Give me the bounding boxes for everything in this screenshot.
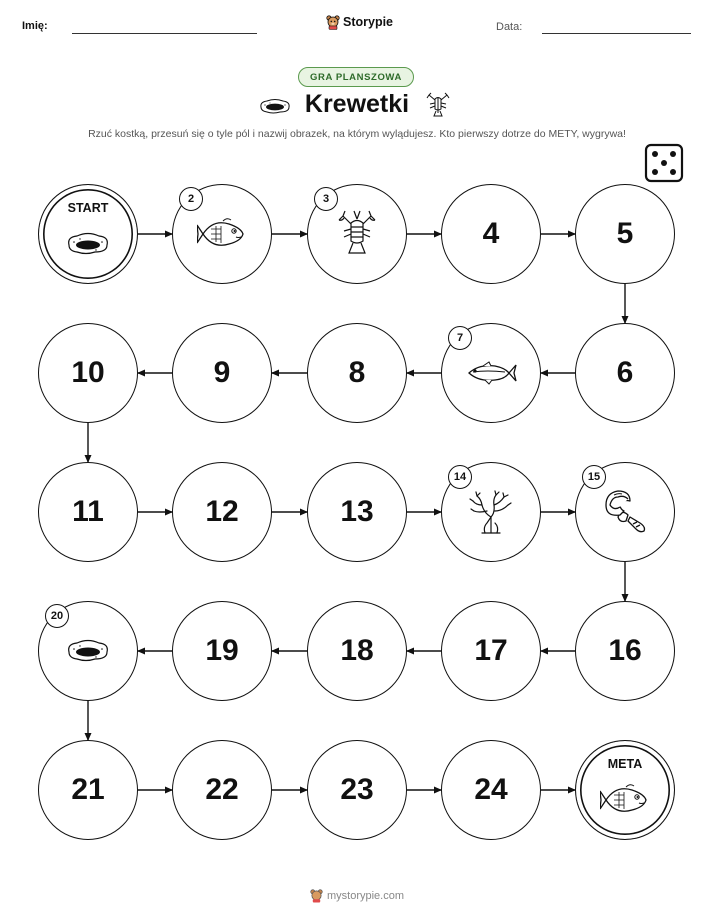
start-space[interactable] [38, 184, 138, 284]
space-number: 12 [205, 495, 239, 528]
brand-name: Storypie [343, 15, 394, 29]
board-space-18[interactable] [307, 601, 407, 701]
board-space-12[interactable] [172, 462, 272, 562]
finish-space[interactable] [575, 740, 675, 840]
board-space-10[interactable] [38, 323, 138, 423]
space-number: 10 [71, 356, 105, 389]
coral-icon [468, 487, 514, 537]
board-space-13[interactable] [307, 462, 407, 562]
board-space-19[interactable] [172, 601, 272, 701]
board-space-4[interactable] [441, 184, 541, 284]
board-space-17[interactable] [441, 601, 541, 701]
finish-label: META [607, 757, 643, 771]
title-text: Krewetki [304, 90, 410, 118]
board-space-5[interactable] [575, 184, 675, 284]
space-number-badge: 3 [314, 187, 338, 211]
game-type-badge: GRA PLANSZOWA [298, 67, 414, 87]
sand-hole-icon [65, 231, 111, 262]
space-number: 13 [340, 495, 374, 528]
board-space-14[interactable] [441, 462, 541, 562]
space-number: 4 [482, 217, 500, 250]
space-number: 24 [474, 773, 508, 806]
board-space-7[interactable] [441, 323, 541, 423]
space-number-badge: 7 [448, 326, 472, 350]
space-number: 19 [205, 634, 239, 667]
space-number: 23 [340, 773, 374, 806]
date-label: Data: [496, 21, 523, 33]
board-space-21[interactable] [38, 740, 138, 840]
board-space-6[interactable] [575, 323, 675, 423]
board-space-23[interactable] [307, 740, 407, 840]
fish-icon [197, 216, 247, 252]
space-number: 22 [205, 773, 239, 806]
tuna-icon [465, 360, 517, 386]
board-space-20[interactable] [38, 601, 138, 701]
sand-hole-icon [65, 638, 111, 664]
board-space-15[interactable] [575, 462, 675, 562]
space-number-badge: 2 [179, 187, 203, 211]
space-number-badge: 14 [448, 465, 472, 489]
claw-icon [600, 487, 650, 537]
footer [0, 888, 714, 903]
space-number-badge: 20 [45, 604, 69, 628]
fish-icon [600, 782, 650, 823]
board-space-22[interactable] [172, 740, 272, 840]
space-number: 17 [474, 634, 508, 667]
board-space-3[interactable] [307, 184, 407, 284]
start-label: START [67, 201, 109, 215]
space-number: 5 [616, 217, 634, 250]
space-number-badge: 15 [582, 465, 606, 489]
instructions: Rzuć kostką, przesuń się o tyle pól i nazwij obrazek, na którym wylądujesz. Kto pierwszy dotrze do METY, wygrywa! [88, 128, 626, 140]
space-number: 11 [72, 495, 104, 528]
board-space-2[interactable] [172, 184, 272, 284]
space-number: 16 [608, 634, 642, 667]
board-space-16[interactable] [575, 601, 675, 701]
space-number: 9 [213, 356, 231, 389]
space-number: 21 [71, 773, 105, 806]
name-label: Imię: [22, 20, 48, 32]
space-number: 6 [616, 356, 634, 389]
space-number: 18 [340, 634, 374, 667]
board-space-8[interactable] [307, 323, 407, 423]
board-space-24[interactable] [441, 740, 541, 840]
space-number: 8 [348, 356, 366, 389]
shrimp-icon [336, 209, 378, 259]
board-space-9[interactable] [172, 323, 272, 423]
board-space-11[interactable] [38, 462, 138, 562]
footer-url[interactable]: mystorypie.com [326, 889, 405, 902]
storypie-bear-icon [310, 888, 323, 903]
